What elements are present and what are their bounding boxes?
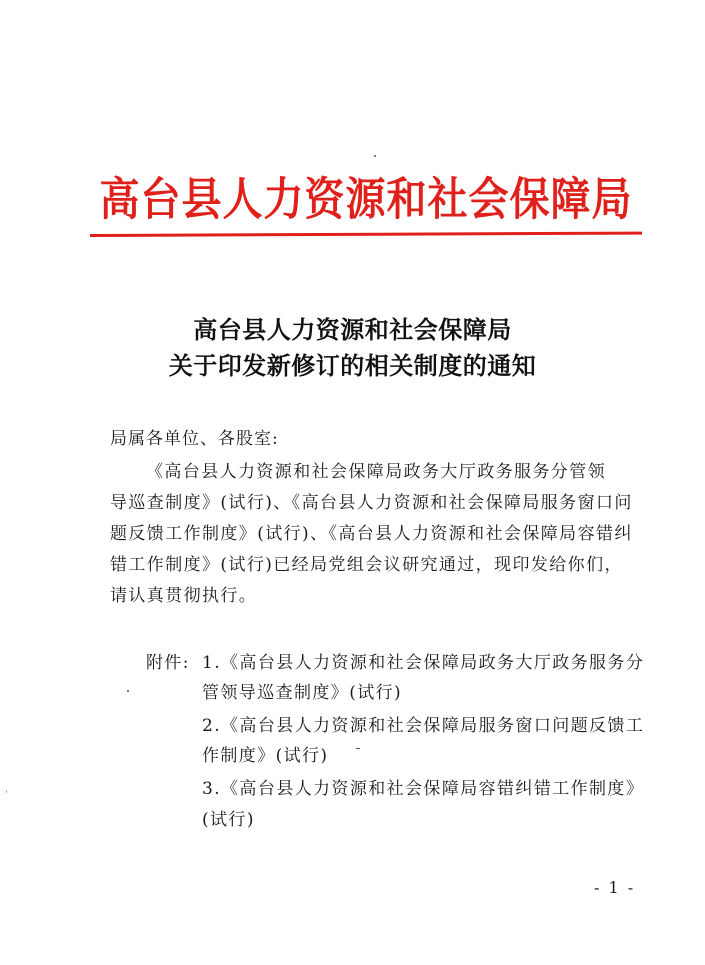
body-line-5: 请认真贯彻执行。 (110, 586, 258, 606)
agency-letterhead: 高台县人力资源和社会保障局 (99, 174, 633, 226)
document-title-line-1: 高台县人力资源和社会保障局 (193, 315, 512, 344)
attachment-2-line-1: 2.《高台县人力资源和社会保障局服务窗口问题反馈工 (202, 716, 645, 736)
attachment-3-line-2: (试行) (202, 810, 255, 830)
attachment-1-line-2: 管领导巡查制度》(试行) (202, 683, 403, 703)
body-line-3: 题反馈工作制度》(试行)、《高台县人力资源和社会保障局容错纠 (110, 524, 633, 544)
scan-speck (356, 748, 360, 749)
salutation: 局属各单位、各股室: (110, 429, 279, 449)
scan-speck (127, 690, 129, 692)
page-number: - 1 - (594, 878, 636, 897)
attachment-1-line-1: 1.《高台县人力资源和社会保障局政务大厅政务服务分 (202, 653, 645, 673)
attachments-label: 附件: (146, 653, 190, 673)
attachment-3-line-1: 3.《高台县人力资源和社会保障局容错纠错工作制度》 (202, 779, 645, 799)
body-line-4: 错工作制度》(试行)已经局党组会议研究通过，现印发给你们， (110, 555, 623, 575)
body-line-2: 导巡查制度》(试行)、《高台县人力资源和社会保障局服务窗口问 (110, 493, 633, 513)
document-title-line-2: 关于印发新修订的相关制度的通知 (168, 351, 537, 380)
attachment-2-line-2: 作制度》(试行) (202, 746, 329, 766)
body-line-1: 《高台县人力资源和社会保障局政务大厅政务服务分管领 (146, 462, 606, 482)
scan-speck (6, 790, 7, 793)
scan-speck (374, 155, 376, 157)
